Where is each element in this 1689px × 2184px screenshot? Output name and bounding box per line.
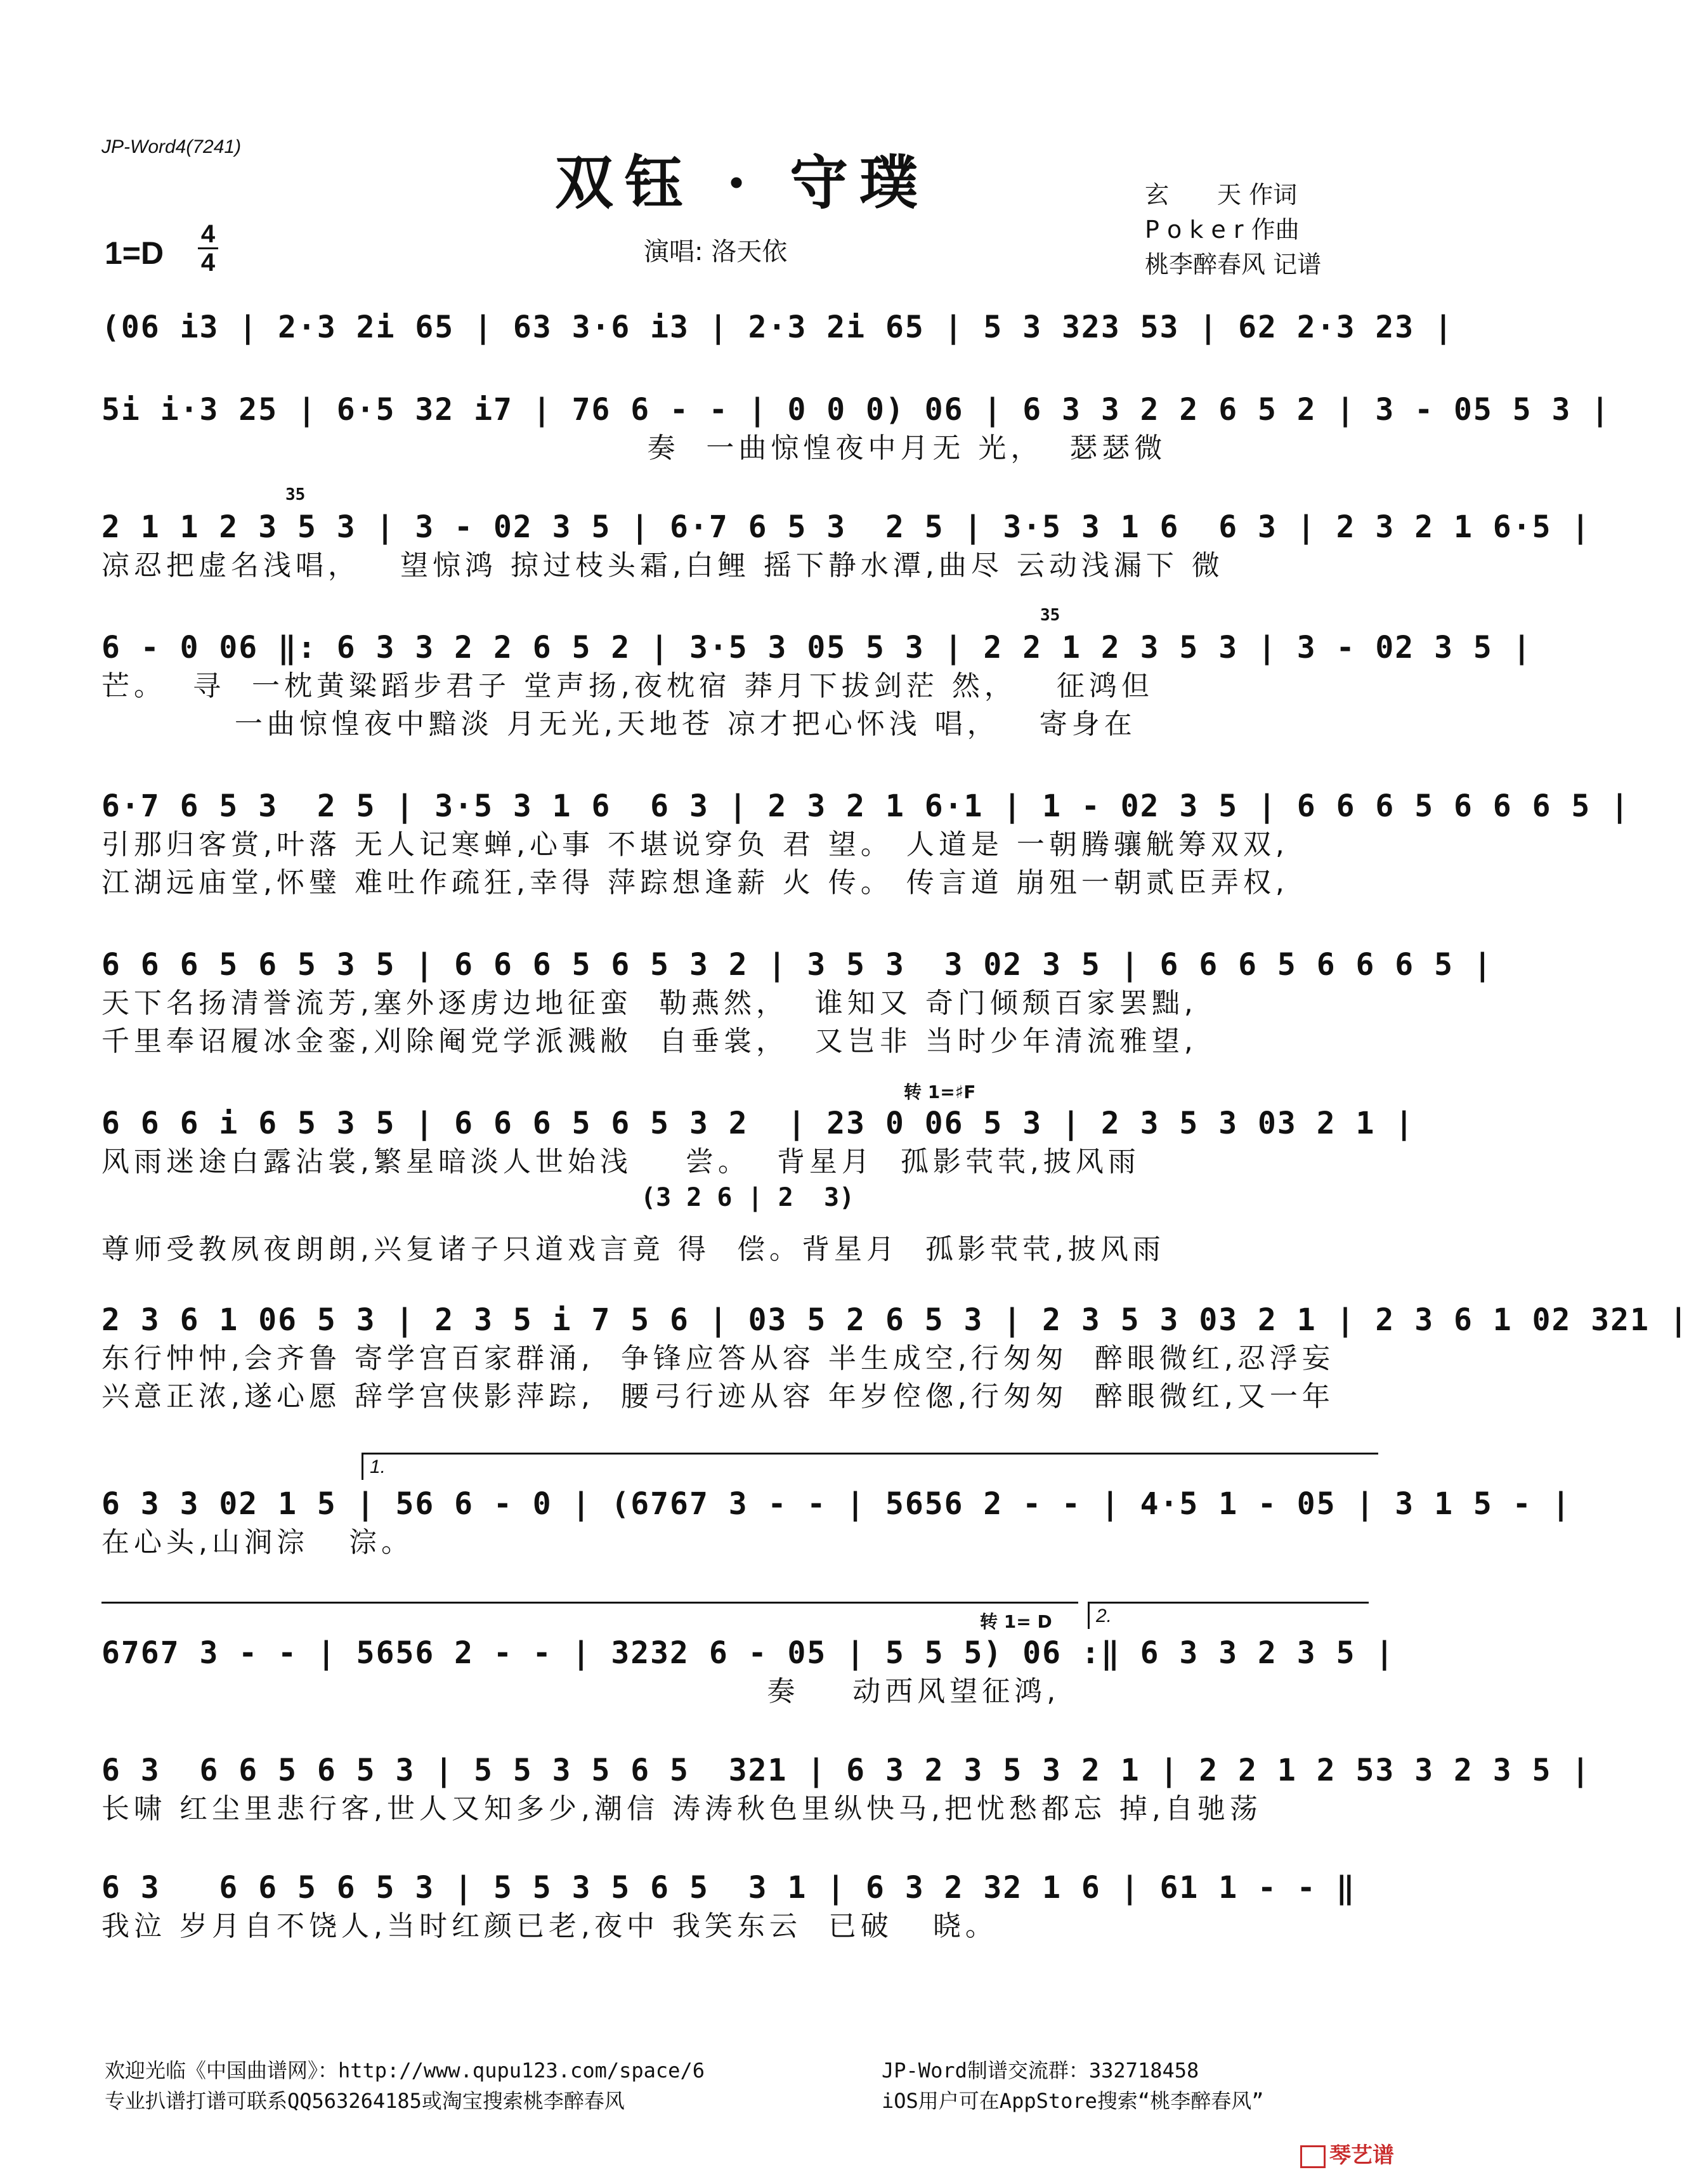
watermark-text: 琴艺谱 [1329,2143,1394,2168]
lyric-line: 兴意正浓,遂心愿 辞学宫侠影萍踪, 腰弓行迹从容 年岁倥偬,行匆匆 醉眼微红,又一年 [101,1380,1334,1413]
notation-line: 6 3 6 6 5 6 5 3 | 5 5 3 5 6 5 321 | 6 3 2 3 5 3 2 1 | 2 2 1 2 53 3 2 3 5 | [101,1753,1591,1788]
score-system-2 [101,390,1611,468]
grace-note: 35 [285,485,306,504]
lyric-line: 在心头,山涧淙 淙。 [101,1526,414,1559]
composer-credit: P o k e r 作曲 [1145,216,1300,244]
lyric-line: 芒。 寻 一枕黄粱蹈步君子 堂声扬,夜枕宿 莽月下拔剑茫 然， 征鸿但 [101,670,1154,702]
watermark [1300,2138,1394,2169]
lyric-line: 引那归客赏,叶落 无人记寒蝉,心事 不堪说穿负 君 望。 人道是 一朝腾骧觥筹双双, [101,828,1289,861]
score-system-5 [101,787,1631,902]
song-title: 双钰 · 守璞 [554,148,930,217]
notation-line: (06 i3 | 2·3 2i 65 | 63 3·6 i3 | 2·3 2i 65 | 5 3 323 53 | 62 2·3 23 | [101,310,1454,345]
score-system-10 [101,1456,1572,1562]
lyric-line: 奏 动西风望征鸿, [101,1675,1060,1708]
notation-line: 2 1 1 2 3 5 3 | 3 - 02 3 5 | 6·7 6 5 3 2 5 | 3·5 3 1 6 6 3 | 2 3 2 1 6·5 | [101,509,1591,545]
notation-line: 6767 3 - - | 5656 2 - - | 3232 6 - 05 | 5 5 5) 06 :‖ 6 3 3 2 3 5 | [101,1635,1395,1671]
lyric-line: 我泣 岁月自不饶人,当时红颜已老,夜中 我笑东云 已破 晓。 [101,1910,998,1942]
lyric-line: 尊师受教夙夜朗朗,兴复诸子只道戏言竟 得 偿。背星月 孤影茕茕,披风雨 [101,1233,1165,1265]
footer-ios: iOS用户可在AppStore搜索“桃李醉春风” [882,2089,1264,2113]
singer-credit: 演唱: 洛天依 [644,237,788,266]
footer-site-link[interactable]: 欢迎光临《中国曲谱网》：http://www.qupu123.com/space/6 [105,2058,705,2083]
lyric-line: 凉忍把虚名浅唱， 望惊鸿 掠过枝头霜,白鲤 摇下静水潭,曲尽 云动浅漏下 微 [101,549,1224,582]
notation-line: 2 3 6 1 06 5 3 | 2 3 5 i 7 5 6 | 03 5 2 6 5 3 | 2 3 5 3 03 2 1 | 2 3 6 1 02 321 | [101,1302,1689,1338]
notation-line: 6 3 6 6 5 6 5 3 | 5 5 3 5 6 5 3 1 | 6 3 2 32 1 6 | 61 1 - - ‖ [101,1870,1356,1906]
score-system-11 [101,1605,1395,1711]
first-ending-bracket: 1. [362,1453,1378,1480]
credits-block [1145,178,1321,282]
key-change-mark: 转 1=♯F [904,1082,976,1102]
logo-icon [1300,2145,1326,2168]
grace-note: 35 [1040,606,1060,625]
time-signature [198,222,218,275]
notation-line: 6 6 6 i 6 5 3 5 | 6 6 6 5 6 5 3 2 | 23 0 06 5 3 | 2 3 5 3 03 2 1 | [101,1106,1415,1141]
first-ending-continuation [101,1602,1078,1629]
key-signature: 1=D [105,235,164,271]
notation-line: 6 3 3 02 1 5 | 56 6 - 0 | (6767 3 - - | 5656 2 - - | 4·5 1 - 05 | 3 1 5 - | [101,1486,1572,1522]
score-system-6 [101,945,1493,1061]
score-system-3 [101,485,1591,585]
score-system-13 [101,1868,1383,1945]
lyric-line: 天下名扬清誉流芳,塞外逐虏边地征蛮 勒燕然， 谁知又 奇门倾颓百家罢黜, [101,987,1197,1019]
lyric-line: 东行忡忡,会齐鲁 寄学宫百家群涌, 争锋应答从容 半生成空,行匆匆 醉眼微红,忍浮妄 [101,1342,1334,1375]
key-change-mark: 转 1= D [980,1611,1052,1632]
lyric-line: 长啸 红尘里悲行客,世人又知多少,潮信 涛涛秋色里纵快马,把忧愁都忘 掉,自驰荡 [101,1793,1262,1825]
alternate-notes: (3 2 6 | 2 3) [641,1183,855,1212]
score-system-12 [101,1751,1591,1828]
score-system-9 [101,1300,1689,1416]
score-system-7 [101,1082,1415,1212]
second-ending-bracket: 2. [1088,1602,1369,1629]
footer-right [882,2055,1263,2116]
score-system-4 [101,606,1532,743]
lyric-line: 一曲惊惶夜中黯淡 月无光,天地苍 凉才把心怀浅 唱， 寄身在 [101,708,1137,740]
lyricist-credit: 玄 天 作词 [1145,181,1298,209]
lyric-line: 千里奉诏履冰金銮,刈除阉党学派溅敝 自垂裳， 又岂非 当时少年清流雅望, [101,1025,1197,1057]
footer-contact: 专业扒谱打谱可联系QQ563264185或淘宝搜索桃李醉春风 [105,2089,625,2113]
notation-line: 5i i·3 25 | 6·5 32 i7 | 76 6 - - | 0 0 0) 06 | 6 3 3 2 2 6 5 2 | 3 - 05 5 3 | [101,392,1611,428]
lyric-line: 奏 一曲惊惶夜中月无 光， 瑟瑟微 [101,432,1167,464]
notation-line: 6 - 0 06 ‖: 6 3 3 2 2 6 5 2 | 3·5 3 05 5 3 | 2 2 1 2 3 5 3 | 3 - 02 3 5 | [101,630,1532,665]
footer-group: JP-Word制谱交流群：332718458 [882,2058,1199,2083]
transcriber-credit: 桃李醉春风 记谱 [1145,251,1322,278]
software-label: JP-Word4(7241) [101,136,242,157]
time-signature-bottom: 4 [200,249,216,277]
lyric-line: 江湖远庙堂,怀璧 难吐作疏狂,幸得 萍踪想逢薪 火 传。 传言道 崩殂一朝贰臣弄权, [101,866,1289,899]
lyric-line: 风雨迷途白露沾裳,繁星暗淡人世始浅 尝。 背星月 孤影茕茕,披风雨 [101,1146,1140,1178]
time-signature-top: 4 [200,220,216,248]
score-system-8 [101,1231,1383,1269]
notation-line: 6·7 6 5 3 2 5 | 3·5 3 1 6 6 3 | 2 3 2 1 6·1 | 1 - 02 3 5 | 6 6 6 5 6 6 6 5 | [101,788,1631,824]
notation-line: 6 6 6 5 6 5 3 5 | 6 6 6 5 6 5 3 2 | 3 5 3 3 02 3 5 | 6 6 6 5 6 6 6 5 | [101,947,1493,983]
footer-left [105,2055,705,2116]
score-system-1 [101,308,1454,347]
